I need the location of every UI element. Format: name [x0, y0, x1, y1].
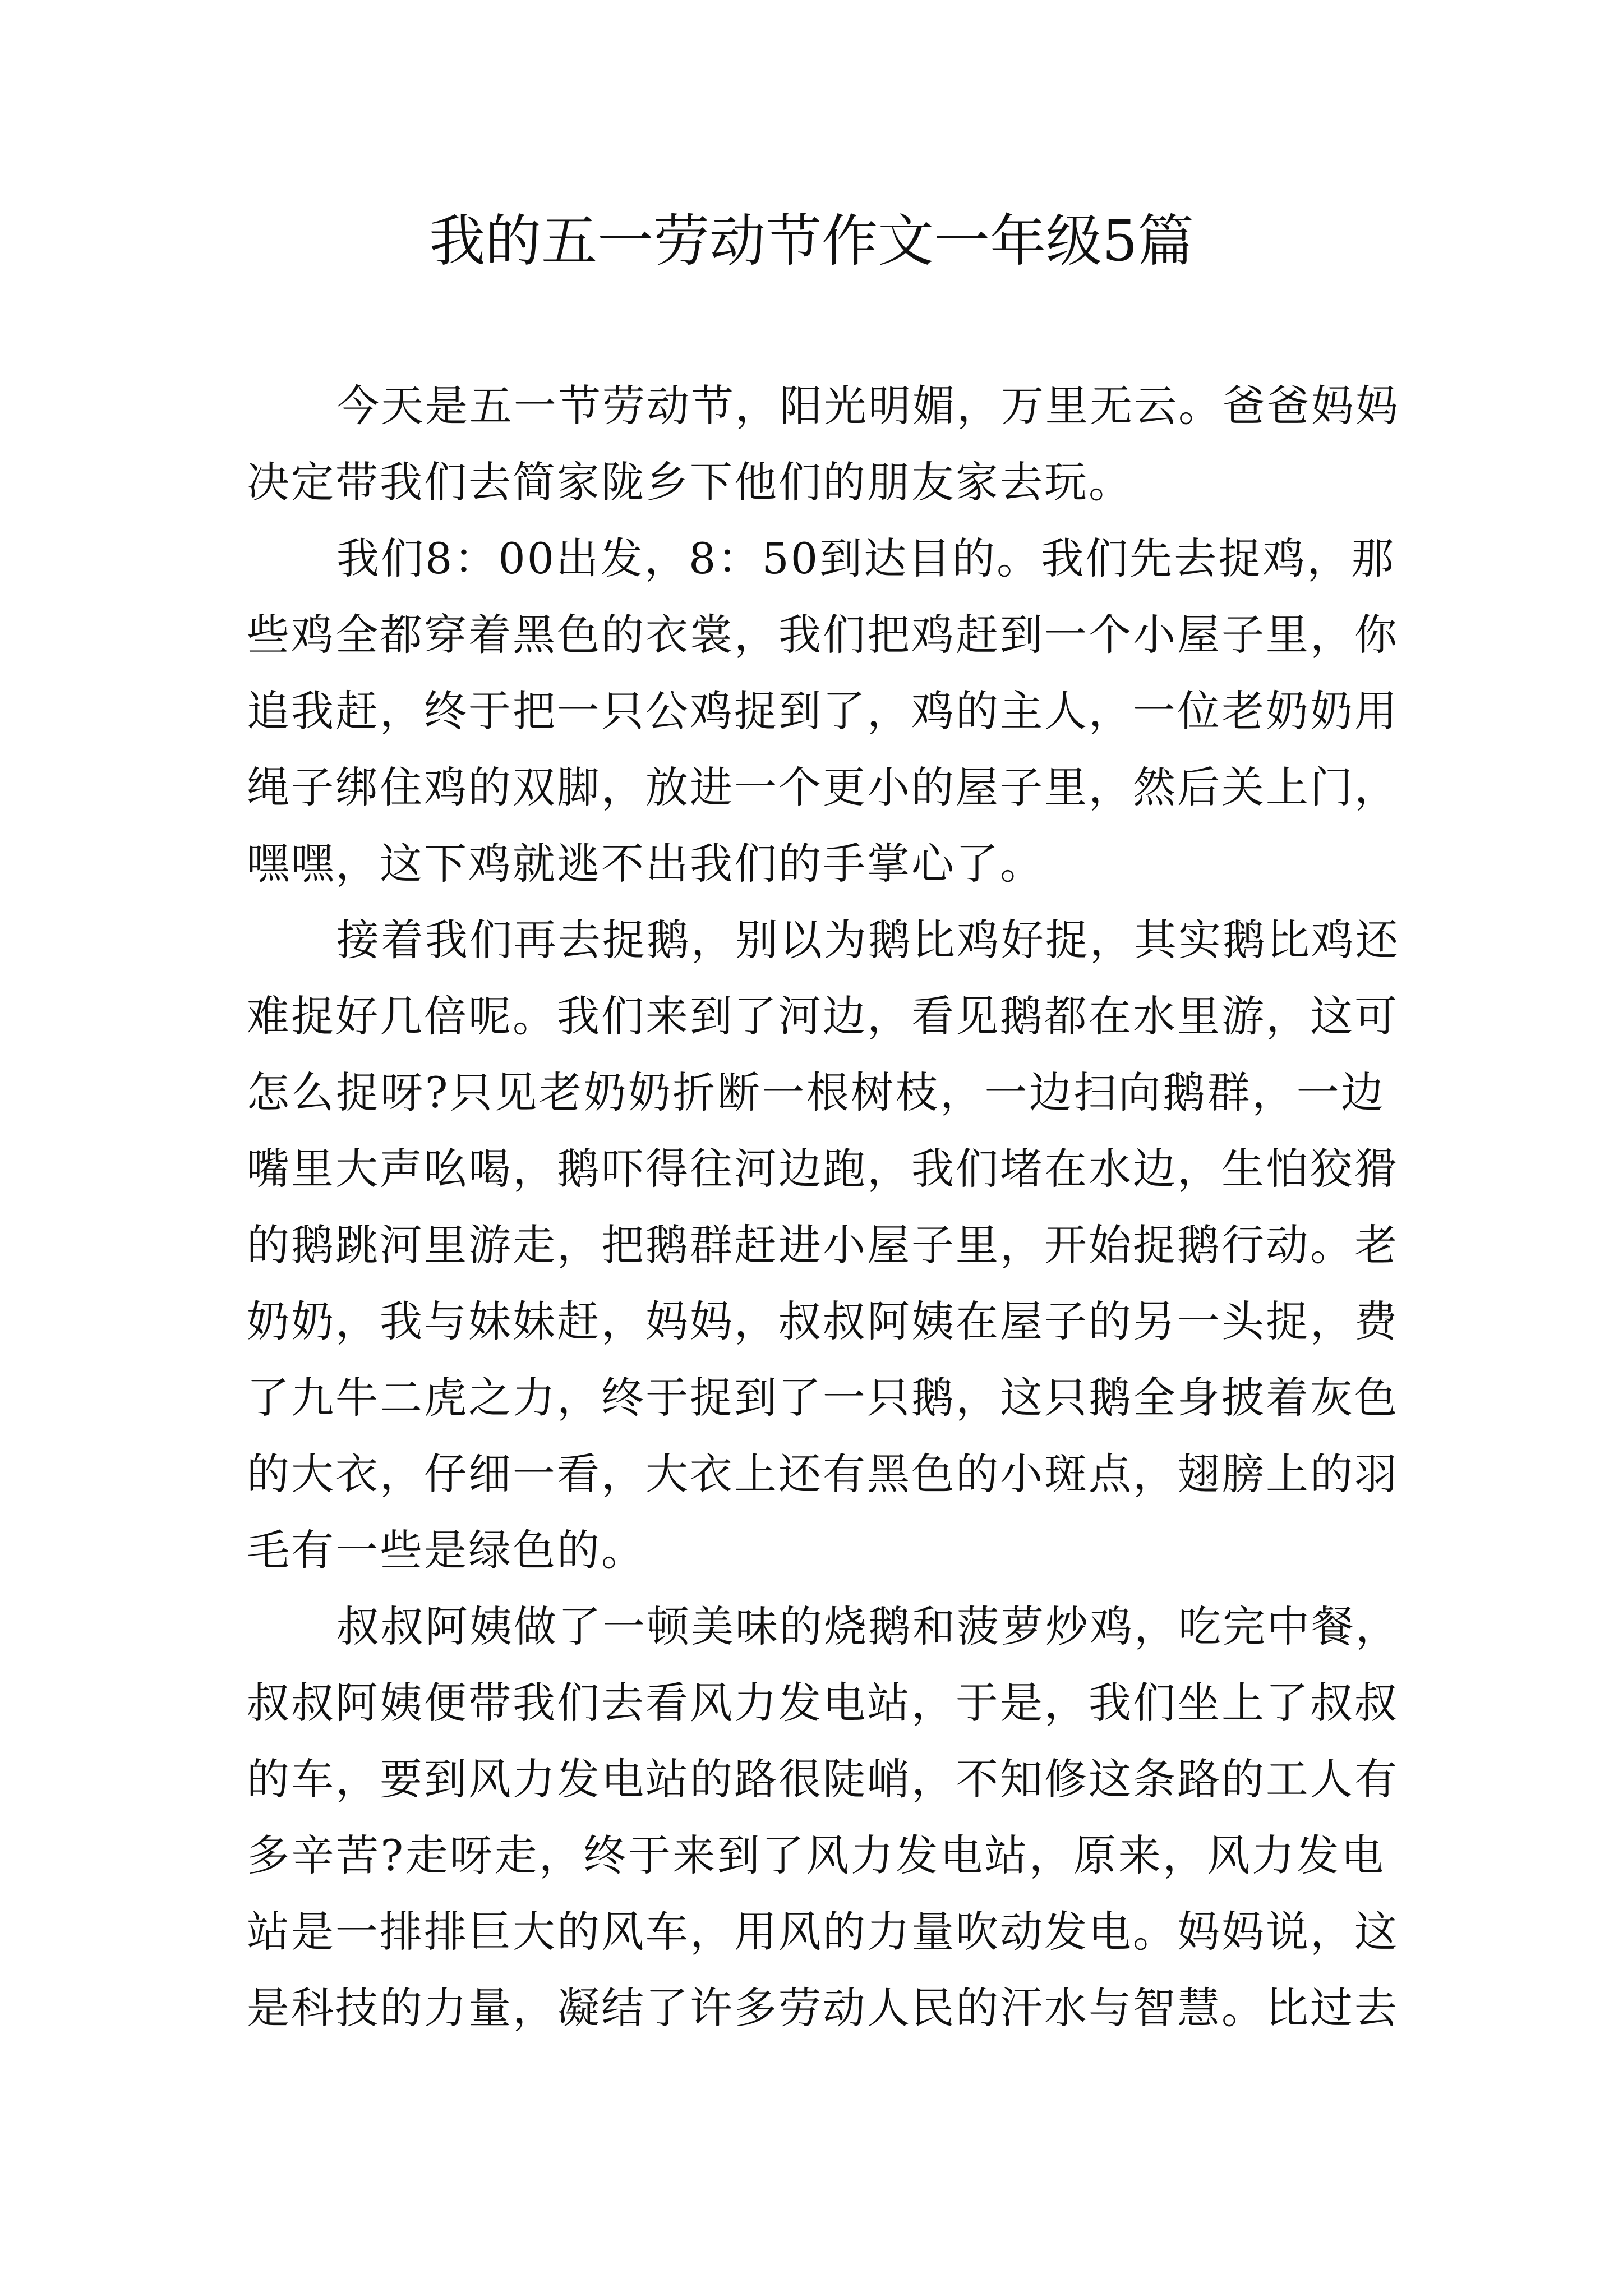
text-line: 些鸡全都穿着黑色的衣裳，我们把鸡赶到一个小屋子里，你	[247, 610, 1399, 660]
page-title: 我的五一劳动节作文一年级5篇	[429, 208, 1194, 274]
text-line: 站是一排排巨大的风车，用风的力量吹动发电。妈妈说，这	[247, 1907, 1399, 1957]
text-line: 是科技的力量，凝结了许多劳动人民的汗水与智慧。比过去	[247, 1983, 1399, 2033]
text-line: 叔叔阿姨做了一顿美味的烧鹅和菠萝炒鸡，吃完中餐，	[336, 1602, 1400, 1651]
text-line: 难捉好几倍呢。我们来到了河边，看见鹅都在水里游，这可	[247, 991, 1399, 1041]
text-line: 多辛苦?走呀走，终于来到了风力发电站，原来，风力发电	[247, 1830, 1385, 1880]
text-line: 我们8：00出发，8：50到达目的。我们先去捉鸡，那	[336, 533, 1396, 583]
text-line: 嘿嘿，这下鸡就逃不出我们的手掌心了。	[247, 839, 1044, 889]
text-line: 嘴里大声吆喝，鹅吓得往河边跑，我们堵在水边，生怕狡猾	[247, 1144, 1399, 1194]
text-line: 了九牛二虎之力，终于捉到了一只鹅，这只鹅全身披着灰色	[247, 1373, 1399, 1423]
text-line: 怎么捉呀?只见老奶奶折断一根树枝，一边扫向鹅群，一边	[247, 1068, 1385, 1117]
text-line: 决定带我们去简家陇乡下他们的朋友家去玩。	[247, 457, 1133, 507]
text-line: 的鹅跳河里游走，把鹅群赶进小屋子里，开始捉鹅行动。老	[247, 1220, 1399, 1270]
text-line: 的大衣，仔细一看，大衣上还有黑色的小斑点，翅膀上的羽	[247, 1449, 1399, 1499]
article-body	[247, 368, 1400, 2046]
text-line: 绳子绑住鸡的双脚，放进一个更小的屋子里，然后关上门，	[247, 762, 1399, 812]
text-line: 毛有一些是绿色的。	[247, 1525, 645, 1575]
text-line: 接着我们再去捉鹅，别以为鹅比鸡好捉，其实鹅比鸡还	[336, 915, 1400, 965]
text-line: 的车，要到风力发电站的路很陡峭，不知修这条路的工人有	[247, 1754, 1399, 1804]
text-line: 奶奶，我与妹妹赶，妈妈，叔叔阿姨在屋子的另一头捉，费	[247, 1296, 1399, 1346]
text-line: 今天是五一节劳动节，阳光明媚，万里无云。爸爸妈妈	[336, 381, 1400, 431]
text-line: 叔叔阿姨便带我们去看风力发电站，于是，我们坐上了叔叔	[247, 1678, 1399, 1728]
text-line: 追我赶，终于把一只公鸡捉到了，鸡的主人，一位老奶奶用	[247, 686, 1399, 736]
